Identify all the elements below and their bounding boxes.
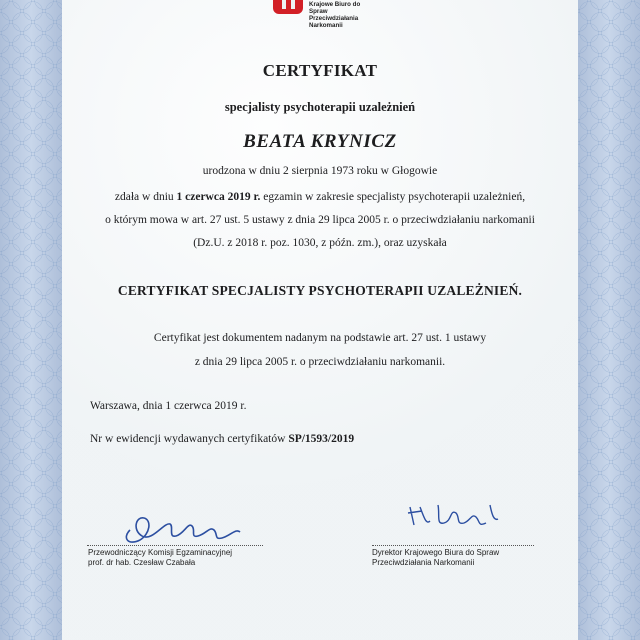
left-signatory-caption: Przewodniczący Komisji Egzaminacyjnej prof. dr hab. Czesław Czabała	[88, 548, 233, 567]
left-signature-line	[87, 545, 263, 546]
left-signature	[118, 500, 268, 550]
right-signatory-caption: Dyrektor Krajowego Biura do Spraw Przeciwdziałania Narkomanii	[372, 548, 500, 567]
logo-mark-icon	[273, 0, 303, 14]
birth-line: urodzona w dniu 2 sierpnia 1973 roku w Głogowie	[202, 165, 438, 177]
note-line-2: z dnia 29 lipca 2005 r. o przeciwdziałaniu narkomanii.	[194, 356, 446, 368]
logo-org-name: Krajowe Biuro do Spraw Przeciwdziałania Narkomanii	[309, 1, 361, 29]
note-line-1: Certyfikat jest dokumentem nadanym na podstawie art. 27 ust. 1 ustawy	[153, 332, 487, 344]
journal-line: (Dz.U. z 2018 r. poz. 1030, z późn. zm.), oraz uzyskała	[193, 237, 447, 249]
exam-date: 1 czerwca 2019 r.	[176, 191, 261, 203]
recipient-name: BEATA KRYNICZ	[243, 131, 397, 152]
right-signature	[400, 495, 510, 535]
registry-number: SP/1593/2019	[288, 433, 355, 445]
certificate-subtitle: specjalisty psychoterapii uzależnień	[224, 100, 416, 114]
agency-logo	[265, 0, 375, 29]
certificate-title: CERTYFIKAT	[262, 61, 378, 80]
law-line: o którym mowa w art. 27 ust. 5 ustawy z dnia 29 lipca 2005 r. o przeciwdziałaniu narkomanii	[105, 214, 535, 226]
decorative-border-left	[0, 0, 62, 640]
main-heading: CERTYFIKAT SPECJALISTY PSYCHOTERAPII UZALEŻNIEŃ.	[117, 283, 523, 298]
decorative-border-right	[578, 0, 640, 640]
exam-line: zdała w dniu 1 czerwca 2019 r. egzamin w zakresie specjalisty psychoterapii uzależnień,	[114, 191, 526, 203]
registry-line: Nr w ewidencji wydawanych certyfikatów SP/1593/2019	[90, 433, 355, 445]
right-signature-line	[372, 545, 534, 546]
place-date: Warszawa, dnia 1 czerwca 2019 r.	[90, 400, 247, 412]
